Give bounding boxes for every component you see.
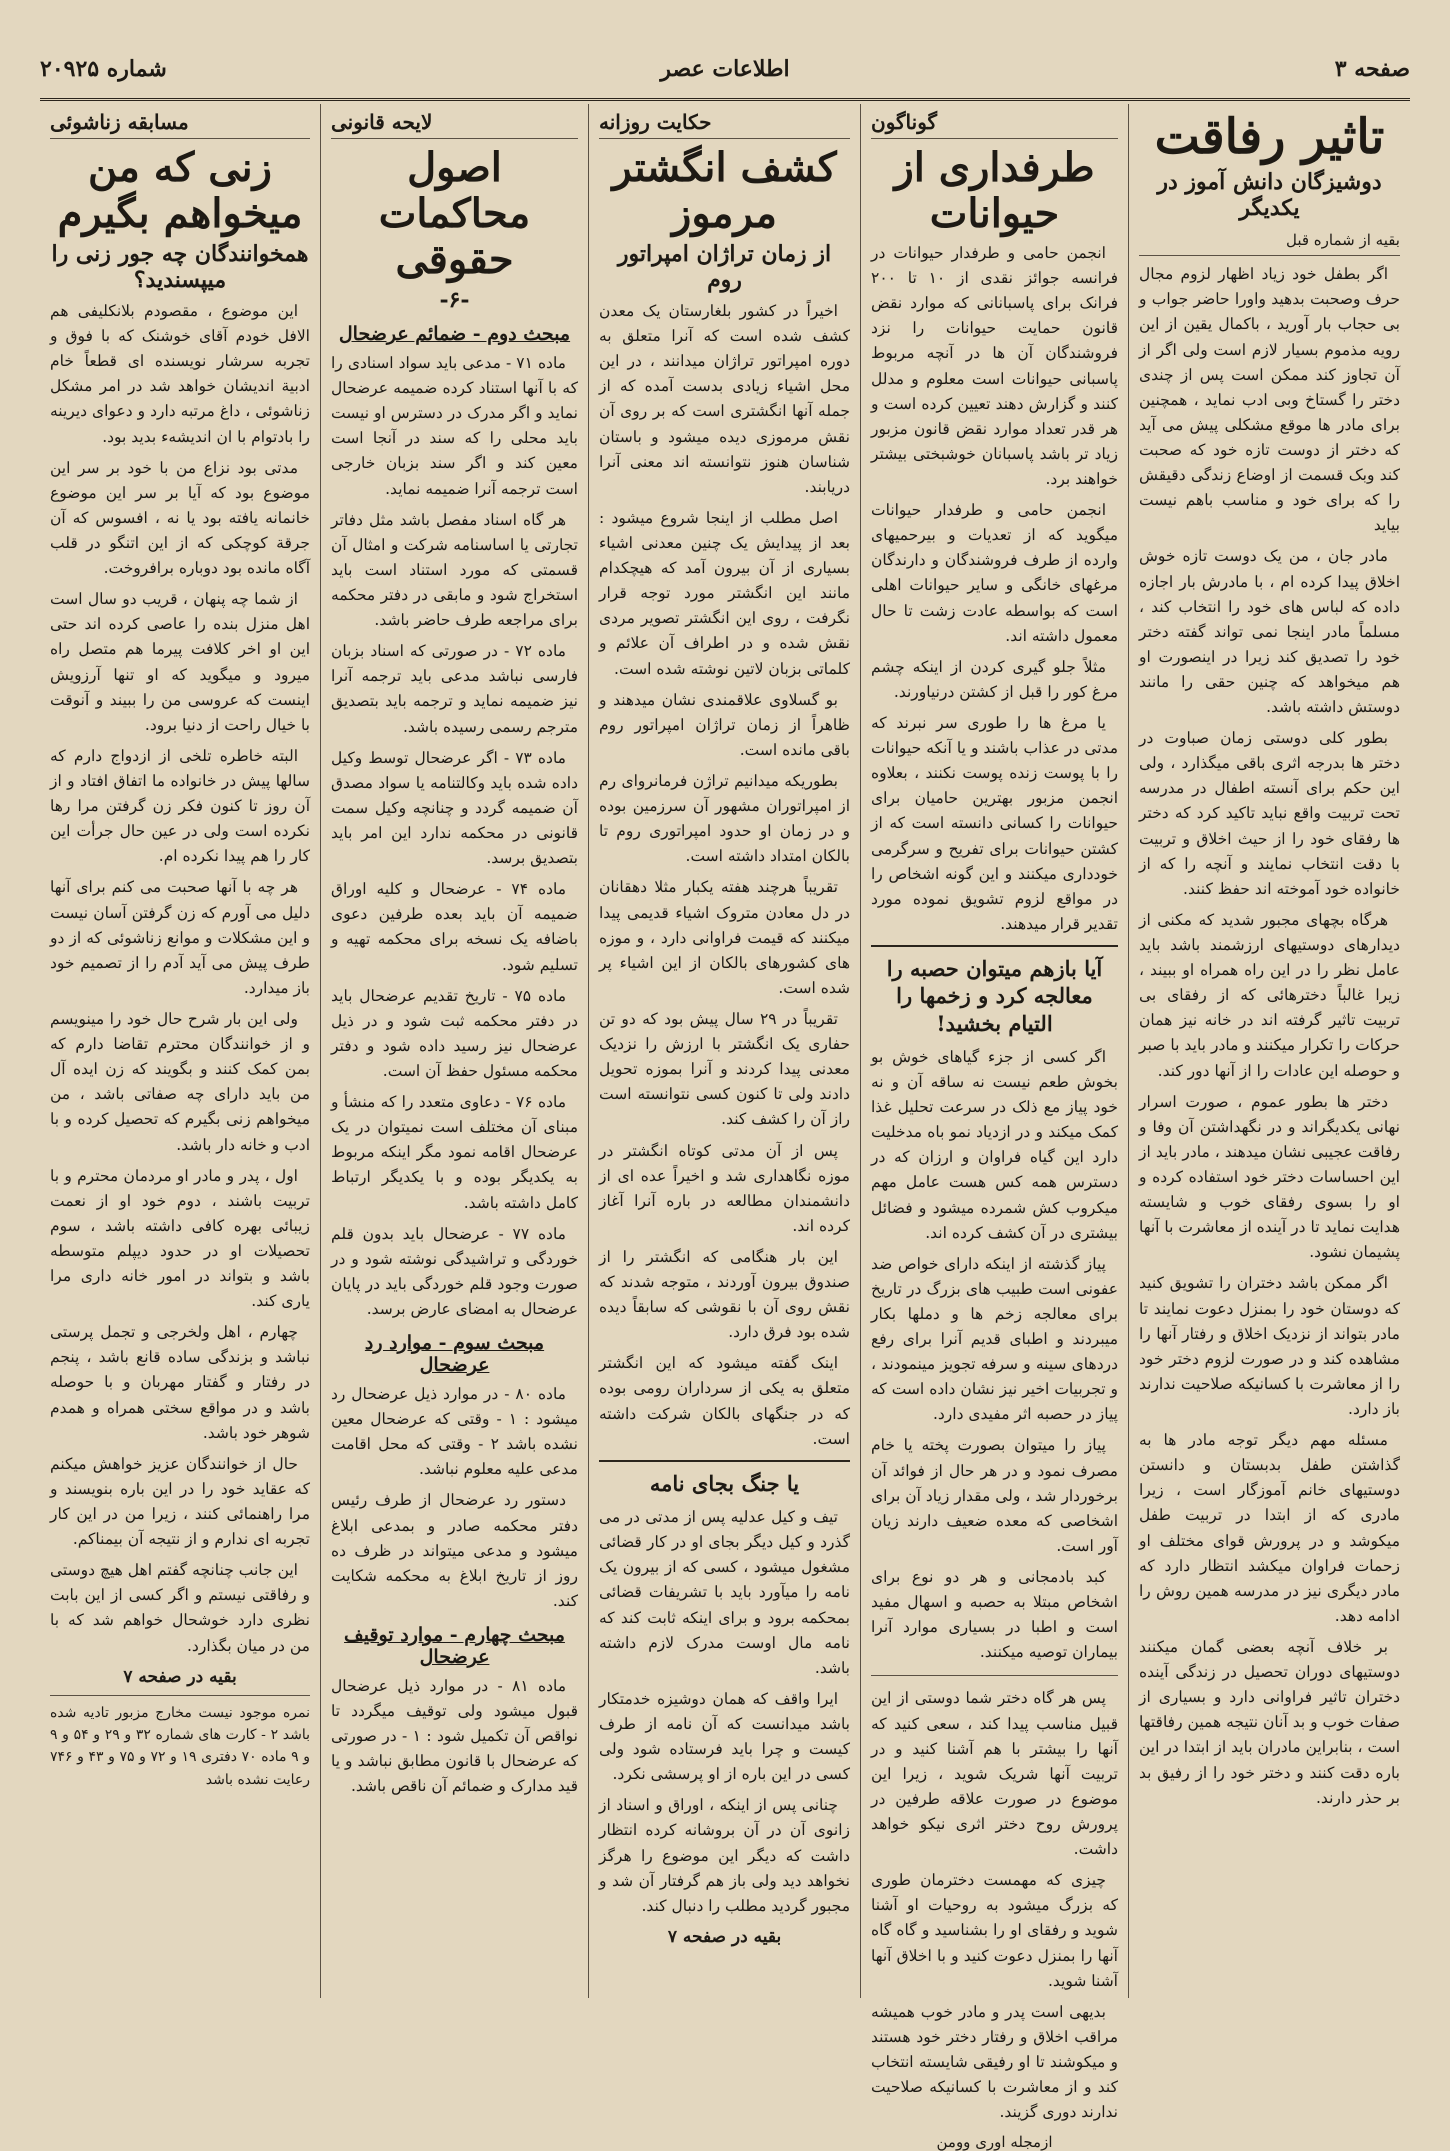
page-number: صفحه ۳ <box>1334 56 1410 82</box>
article-subtitle: دوشیزگان دانش آموز در یکدیگر <box>1157 169 1382 222</box>
article-friendship <box>1128 104 1410 1998</box>
paragraph: چیزی که مهمست دخترمان طوری که بزرگ میشود به روحیات او آشنا شوید و رفقای او را بشناسید و گاه گاه آنها را بمنزل دعوت کنید و با اخلاق آنها آشنا شوید. <box>871 1871 1118 1990</box>
paragraph: هر چه با آنها صحبت می کنم برای آنها دلیل می آورم که زن گرفتن آسان نیست و این مشکلات و موانع زناشوئی که از دو طرف پیش می آید آدم را از تصمیم خود باز میدارد. <box>50 878 310 997</box>
paragraph: ایرا واقف که همان دوشیزه خدمتکار باشد میدانست که آن نامه از طرف کیست و چرا باید فرستاده شود ولی کسی در این باره از او پرسشی نکرد. <box>599 1689 850 1784</box>
paragraph: دختر ها بطور عموم ، صورت اسرار نهانی یکدیگراند و در نگهداشتن آن وفا و رفاقت عجیبی نشان میدهند ، مادر باید از این احساسات دختر خود استفاده کرده و او را بسوی رفقای خوب و شایسته هدایت نماید تا در آینده از معاشرت با آنها پشیمان نشود. <box>1139 1092 1400 1262</box>
paragraph: ماده ۷۲ - در صورتی که اسناد بزبان فارسی نباشد مدعی باید ترجمه آنرا نیز ضمیمه نماید و ترجمه باید بتصدیق مترجم رسمی رسیده باشد. <box>331 642 578 736</box>
subheadline: آیا بازهم میتوان حصبه را معالجه کرد و زخمها را التیام بخشید! <box>871 945 1118 1037</box>
article-title: زنی که من میخواهم بگیرم <box>57 144 303 237</box>
article-marriage-contest <box>40 104 320 1998</box>
paragraph: اینک گفته میشود که این انگشتر متعلق به یکی از سرداران رومی بوده که در جنگهای بالکان شرکت داشته است. <box>599 1354 850 1448</box>
paragraph: اگر بطفل خود زیاد اظهار لزوم مجال حرف وصحبت بدهید واورا حاضر جواب و بی حجاب بار آورید ، باکمال یقین از این رویه مذموم بسیار لازم است ولی اگر از آن تجاوز کند ممکن است پس از چندی دختر را گستاخ وبی ادب نماید ، همچنین برای مادر ها موقع مشکلی پیش می آید که دختر از دوست تازه خود که صحبت کند وبک قسمت از اوضاع زندگی دقیقش را که برای خود و مناسب باهم نیست بیاید <box>1139 265 1400 535</box>
paragraph: کبد بادمجانی و هر دو نوع برای اشخاص مبتلا به حصبه و اسهال مفید است و اطبا در بسیاری موارد آنرا بیماران توصیه میکنند. <box>871 1568 1118 1662</box>
paragraph: از شما چه پنهان ، قریب دو سال است اهل منزل بنده را عاصی کرده اند حتی این او اخر کلافت پیرما هم متصل راه میرود و میگوید که او تنها آرزویش اینست که عروسی من را ببیند و آنوقت با خیال راحت از دنیا برود. <box>50 590 310 734</box>
article-body <box>331 351 578 1322</box>
section-heading: مبحث چهارم - موارد توقیف عرضحال <box>344 1624 565 1669</box>
section-kicker: گوناگون <box>871 104 1118 139</box>
subheadline: یا جنگ بجای نامه <box>599 1460 850 1497</box>
paragraph: ماده ۷۴ - عرضحال و کلیه اوراق ضمیمه آن باید بعده طرفین دعوی باضافه یک نسخه برای محکمه تهیه و تسلیم شود. <box>331 880 578 974</box>
paragraph: این موضوع ، مقصودم بلانکلیفی هم الافل خودم آقای خوشنک که با فوق و تجربه سرشار نویسنده ای قطعاً خام ادبیة اندیشان خواهد شد در امر مشکل زناشوئی ، داغ مرتبه دارد و دعوای دیرینه را بادتوام با ان اندیشهء بدید بود. <box>50 302 310 446</box>
paragraph: تقریباً در ۲۹ سال پیش بود که دو تن حفاری یک انگشتر با ارزش را نزدیک معدنی پیدا کردند و آنرا بموزه تحویل دادند ولی تا کنون کسی نتوانسته است راز آن را کشف کند. <box>599 1009 850 1129</box>
section-heading: مبحث دوم - ضمائم عرضحال <box>338 323 571 345</box>
article-title: اصول محاکمات حقوقی <box>378 144 531 283</box>
paragraph: تیف و کیل عدلیه پس از مدتی در می گذرد و کیل دیگر بجای او در کار قضائی مشغول میشود ، کسی که از بیرون یک نامه را میآورد باید با تشریفات قضائی بمحکمه برود و برای اینکه ثابت کند که نامه مال اوست مدرک لازم داشته باشد. <box>599 1508 850 1677</box>
paragraph: این جانب چنانچه گفتم اهل هیچ دوستی و رفاقتی نیستم و اگر کسی از این بابت نظری دارد خوشحال خواهم شد که با من در میان بگذارد. <box>50 1561 310 1655</box>
section-kicker: لایحه قانونی <box>331 104 578 139</box>
section-heading: مبحث سوم - موارد رد عرضحال <box>364 1332 545 1377</box>
paragraph: ماده ۷۶ - دعاوی متعدد را که منشأ و مبنای آن مختلف است نمیتوان در یک عرضحال اقامه نمود مگر اینکه مربوط به یکدیگر بوده و با یکدیگر ارتباط کامل داشته باشد. <box>331 1093 578 1212</box>
paragraph: تقریباً هرچند هفته یکبار مثلا دهقانان در دل معادن متروک اشیاء قدیمی پیدا میکنند که قیمت فراوانی دارد ، و موزه های کشورهای بالکان از این اشیاء پر شده است. <box>599 878 850 997</box>
paragraph: ماده ۷۳ - اگر عرضحال توسط وکیل داده شده باید وکالتنامه یا سواد مصدق آن ضمیمه گردد و چنانچه وکیل سمت قانونی در محکمه ندارد این امر باید بتصدیق برسد. <box>331 748 578 868</box>
paragraph: اول ، پدر و مادر او مردمان محترم و با تربیت باشند ، دوم خود او از نعمت زیبائی بهره کافی داشته باشد ، سوم تحصیلات او در حدود دیپلم متوسطه باشد و بتواند در امور خانه داری مرا یاری کند. <box>50 1166 310 1311</box>
paragraph: انجمن حامی و طرفدار حیوانات میگوید که از تعدیات و بیرحمیهای وارده از طرف فروشندگان و دارندگان مرغهای خانگی و سایر حیوانات اهلی است که بواسطه عادت زشت تا حال معمول داشته اند. <box>871 501 1118 645</box>
paragraph: چنانی پس از اینکه ، اوراق و اسناد از زانوی آن در آن بروشانه کرده انتظار داشت که دیگر این موضوع را هرگز نخواهد دید ولی باز هم گرفتار آن شد و مجبور گردید مطلب را دنبال کند. <box>599 1796 850 1915</box>
article-body-2 <box>331 1382 578 1614</box>
paragraph: ماده ۷۵ - تاریخ تقدیم عرضحال باید در دفتر محکمه ثبت شود و در ذیل عرضحال نیز رسید داده شود و دفتر محکمه مسئول حفظ آن است. <box>331 986 578 1080</box>
paragraph: ولی این بار شرح حال خود را مینویسم و از خوانندگان محترم تقاضا دارم که بمن کمک کنند و بگویند که زن ایده آل من باید دارای چه صفاتی باشد ، من میخواهم زنی بگیرم که تحصیل کرده و با ادب و خانه دار باشد. <box>50 1009 310 1154</box>
article-body-2 <box>871 1045 1118 2125</box>
article-body-2 <box>599 1505 850 1919</box>
continued-on-page: بقیه در صفحه ۷ <box>123 1666 237 1687</box>
paragraph: هر گاه اسناد مفصل باشد مثل دفاتر تجارتی یا اساسنامه شرکت و امثال آن قسمتی که مورد استناد است باید استخراج شود و مابقی در دفتر محکمه برای مراجعه طرف حاضر باشد. <box>331 510 578 630</box>
paragraph: انجمن حامی و طرفدار حیوانات در فرانسه جوائز نقدی از ۱۰ تا ۲۰۰ فرانک برای پاسبانانی که موارد نقض قانون حمایت حیوانات را نزد فروشندگان آن ها در آنچه مربوط پاسبانی حیوانات است معلوم و مدلل کنند و گزارش دهند تعیین کرده است و هر قدر تعداد موارد نقض قانون مزبور زیاد تر باشد پاسبانان خوشبختی بیشتر خواهند برد. <box>871 244 1118 488</box>
article-subtitle: از زمان تراژان امپراتور روم <box>617 241 832 293</box>
continued-on-page: بقیه در صفحه ۷ <box>667 1926 782 1947</box>
paragraph: پیاز را میتوان بصورت پخته یا خام مصرف نمود و در هر حال از فوائد آن برخوردار شد ، ولی مقدار زیاد آن برای اشخاصی که معده ضعیف دارند زیان آور است. <box>871 1436 1118 1555</box>
paragraph: مسئله مهم دیگر توجه مادر ها به گذاشتن طفل بدبستان و دانستن دوستیهای خانم آموزگار است ، زیرا مادری که از ابتدا در تربیت طفل میکوشد و در پرورش قوای مختلف او زحمات فراوان میکشد انتظار دارد که مادر دیگری نیز در مدرسه همین روش را ادامه دهد. <box>1139 1431 1400 1625</box>
paragraph: حال از خوانندگان عزیز خواهش میکنم که عقاید خود را در این باره بنویسند و مرا راهنمائی کنند ، زیرا من در این کار تجربه ای ندارم و از نتیجه آن بیمناکم. <box>50 1454 310 1549</box>
paragraph: چهارم ، اهل ولخرجی و تجمل پرستی نباشد و بزندگی ساده قانع باشد ، پنجم در رفتار و گفتار مهربان و با حوصله باشد و در مواقع سختی همراه و همدم شوهر خود باشد. <box>50 1323 310 1442</box>
article-subtitle: همخوانندگان چه جور زنی را میپسندید؟ <box>51 241 309 293</box>
paragraph: دستور رد عرضحال از طرف رئیس دفتر محکمه صادر و بمدعی ابلاغ میشود و مدعی میتواند در ظرف ده روز از تاریخ ابلاغ به محکمه شکایت کند. <box>331 1491 578 1610</box>
paragraph: ماده ۸۰ - در موارد ذیل عرضحال رد میشود : ۱ - وقتی که عرضحال معین نشده باشد ۲ - وقتی که محل اقامت مدعی علیه معلوم نباشد. <box>331 1385 578 1479</box>
paragraph: مدتی بود نزاع من با خود بر سر این موضوع بود که آیا بر سر این موضوع خانمانه یافته بود یا نه ، افسوس که آن جرقة کوچکی که از این اتنگو در قلب آگاه مانده بود دوباره برافروخت. <box>50 458 310 578</box>
paragraph: پیاز گذشته از اینکه دارای خواص ضد عفونی است طبیب های بزرگ در تاریخ برای معالجه زخم ها و دملها بکار میبردند و اطبای قدیم آنرا برای رفع دردهای سینه و سرفه تجویز مینمودند ، و تجربیات اخیر نیز نشان داده است که پیاز در حصبه اثر مفیدی دارد. <box>871 1254 1118 1424</box>
section-kicker: حکایت روزانه <box>599 104 850 139</box>
paragraph: هرگاه بچهای مجبور شدید که مکنی از دیدارهای دوستیهای ارزشمند باشد باید عامل نظر را در این راه همراه او ببیند ، زیرا غالباً دخترهائی که از رفقای بی تربیت تاثیر گرفته اند در خانه نیز همان حرکات را تکرار میکنند و مادر باید با صبر و حوصله این عادات را از آنها دور کند. <box>1139 910 1400 1080</box>
article-body <box>50 299 310 1659</box>
paragraph: پس هر گاه دختر شما دوستی از این قبیل مناسب پیدا کند ، سعی کنید که آنها را بیشتر با هم آشنا کنید و در تربیت آنها شریک شوید ، زیرا این موضوع در صورت علاقه طرفین در پرورش روح دختر اثری نیکو خواهد داشت. <box>871 1689 1118 1859</box>
paragraph: بدیهی است پدر و مادر خوب همیشه مراقب اخلاق و رفتار دختر خود هستند و میکوشند تا او رفیقی شایسته انتخاب کند و از معاشرت با کسانیکه صلاحیت ندارند دوری گزیند. <box>871 2002 1118 2122</box>
paragraph: ماده ۷۱ - مدعی باید سواد اسنادی را که با آنها استناد کرده ضمیمه عرضحال نماید و اگر مدرک در دسترس او نیست باید محلی را که سند در آنجا است معین کند و اگر سند بزبان خارجی است ترجمه آنرا ضمیمه نماید. <box>331 354 578 498</box>
article-body <box>599 299 850 1452</box>
paragraph: بطور کلی دوستی زمان صباوت در دختر ها بدرجه اثری باقی میگذارد ، ولی این حکم برای آنسته اطفال در مدرسه تحت تربیت واقع نباید تاکید کرد که دختر ها رفقای خود را از حیث اخلاق و تربیت با دقت انتخاب نمایند و آنچه را که از خانواده خود آموخته اند حفظ کنند. <box>1139 729 1400 898</box>
paragraph: مثلاً جلو گیری کردن از اینکه چشم مرغ کور را قبل از کشتن درنیاورند. <box>871 657 1118 701</box>
article-title: تاثیر رفاقت <box>1154 109 1385 165</box>
paragraph: مادر جان ، من یک دوست تازه خوش اخلاق پیدا کرده ام ، با مادرش بار اجازه داده که لباس های خود را انتخاب کند ، مسلماً مادر اینجا نمی تواند گفته دختر خود را تصدیق کند زیرا در اینصورت او هم میخواهد که چنین حقی را مانند دوستش داشته باشد. <box>1139 547 1400 717</box>
article-title: کشف انگشتر مرموز <box>612 144 837 237</box>
paragraph: البته خاطره تلخی از ازدواج دارم که سالها پیش در خانواده ما اتفاق افتاد و از آن روز تا کنون فکر زن گرفتن مرا رها نکرده است ولی در عین حال جرأت این کار را هم پیدا نکرده ام. <box>50 746 310 866</box>
divider <box>871 1675 1118 1676</box>
publication-name: اطلاعات عصر <box>660 56 790 82</box>
continued-note: بقیه از شماره قبل <box>1139 227 1400 256</box>
paragraph: این بار هنگامی که انگشتر را از صندوق بیرون آوردند ، متوجه شدند که نقش روی آن با نقوشی که سابقاً دیده شده بود فرق دارد. <box>599 1247 850 1342</box>
columns <box>40 104 1410 2151</box>
source-credit: ازمجله اوری وومن <box>936 2133 1053 2151</box>
paragraph: ماده ۸۱ - در موارد ذیل عرضحال قبول میشود ولی توقیف میگردد تا نواقص آن تکمیل شود : ۱ - در صورتی که عرضحال با قانون مطابق نباشد و یا قید مدارک و ضمائم آن ناقص باشد. <box>331 1677 578 1796</box>
article-body <box>1139 262 1400 1811</box>
paragraph: بو گسلاوی علاقمندی نشان میدهند و ظاهراً از زمان تراژان امپراتور روم باقی مانده است. <box>599 690 850 759</box>
paragraph: اصل مطلب از اینجا شروع میشود : بعد از پیدایش یک چنین معدنی اشیاء بسیاری از آن بیرون آمد که هیچکدام مانند این انگشتر مورد توجه قرار نگرفت ، روی این انگشتر تصویر مردی نقش شده و در اطراف آن علائم و کلماتی بزبان لاتین نوشته شده است. <box>599 508 850 678</box>
part-number: -۶- <box>439 287 470 313</box>
article-civil-procedure <box>320 104 588 1998</box>
article-ring <box>588 104 860 1998</box>
article-body <box>871 241 1118 937</box>
footnote: نمره موجود نیست مخارج مزبور تادیه شده باشد ۲ - کارت های شماره ۳۲ و ۲۹ و ۵۴ و ۹ و ۹ ماده ۷۰ دفتری ۱۹ و ۷۲ و ۷۵ و ۴۳ و ۷۴۶ رعایت نشده باشد <box>50 1695 310 1792</box>
paragraph: اگر کسی از جزء گیاهای خوش بو بخوش طعم نیست نه ساقه آن و نه خود پیاز مع ذلک در سرعت تحلیل غذا کمک میکند و در ازدیاد نمو باه مدخلیت دارد این گیاه فراوان و ارزان که در دسترس همه کس هست عامل مهم میکروب کش شمرده میشود و فضائل بیشتری در آن کشف کرده اند. <box>871 1047 1118 1242</box>
article-title: طرفداری از حیوانات <box>894 144 1095 237</box>
paragraph: ماده ۷۷ - عرضحال باید بدون قلم خوردگی و تراشیدگی نوشته شود و در صورت وجود قلم خوردگی باید در پایان عرضحال به امضای عارض برسد. <box>331 1224 578 1318</box>
paragraph: پس از آن مدتی کوتاه انگشتر در موزه نگاهداری شد و اخیراً عده ای از دانشمندان مطالعه در باره آنرا آغاز کرده اند. <box>599 1141 850 1235</box>
issue-number: شماره ۲۰۹۲۵ <box>40 56 167 82</box>
section-kicker: مسابقه زناشوئی <box>50 104 310 139</box>
page-header <box>40 40 1410 101</box>
paragraph: اگر ممکن باشد دختران را تشویق کنید که دوستان خود را بمنزل دعوت نمایند تا مادر بتواند از نزدیک اخلاق و رفتار آنها را مشاهده کند و در صورت لزوم دختر خود را از معاشرت با کسانیکه صلاحیت ندارند باز دارد. <box>1139 1274 1400 1418</box>
paragraph: بر خلاف آنچه بعضی گمان میکنند دوستیهای دوران تحصیل در زندگی آینده دختران تاثیر فراوانی دارد و بسیاری از صفات خوب و بد آنان نتیجه همین رفاقتها است ، بنابراین مادران باید از ابتدا در این باره دقت کنند و دختر خود را از رفیق بد بر حذر دارند. <box>1139 1637 1400 1807</box>
article-body-3 <box>331 1674 578 1800</box>
article-animals <box>860 104 1128 2151</box>
paragraph: بطوریکه میدانیم تراژن فرمانروای رم از امپراتوران مشهور آن سرزمین بوده و در زمان او حدود امپراتوری روم تا بالکان امتداد داشته است. <box>599 771 850 866</box>
paragraph: یا مرغ ها را طوری سر نبرند که مدتی در عذاب باشند و یا آنکه حیوانات را با پوست زنده پوست نکنند ، بعلاوه انجمن مزبور بهترین حامیان برای حیوانات را کسانی دانسته است که از کشتن حیوانات برای تفریح و سرگرمی خودداری میکنند و این گونه اشخاص را در مواقع لزوم تشویق نموده مورد تقدیر قرار میدهند. <box>871 713 1118 933</box>
paragraph: اخیراً در کشور بلغارستان یک معدن کشف شده است که آنرا متعلق به دوره امپراتور تراژان میدانند ، در این محل اشیاء زیادی بدست آمده که از جمله آنها انگشتری است که بر روی آن نقش مرموزی دیده میشود و باستان شناسان هنوز نتوانسته اند معنی آنرا دریابند. <box>599 302 850 496</box>
